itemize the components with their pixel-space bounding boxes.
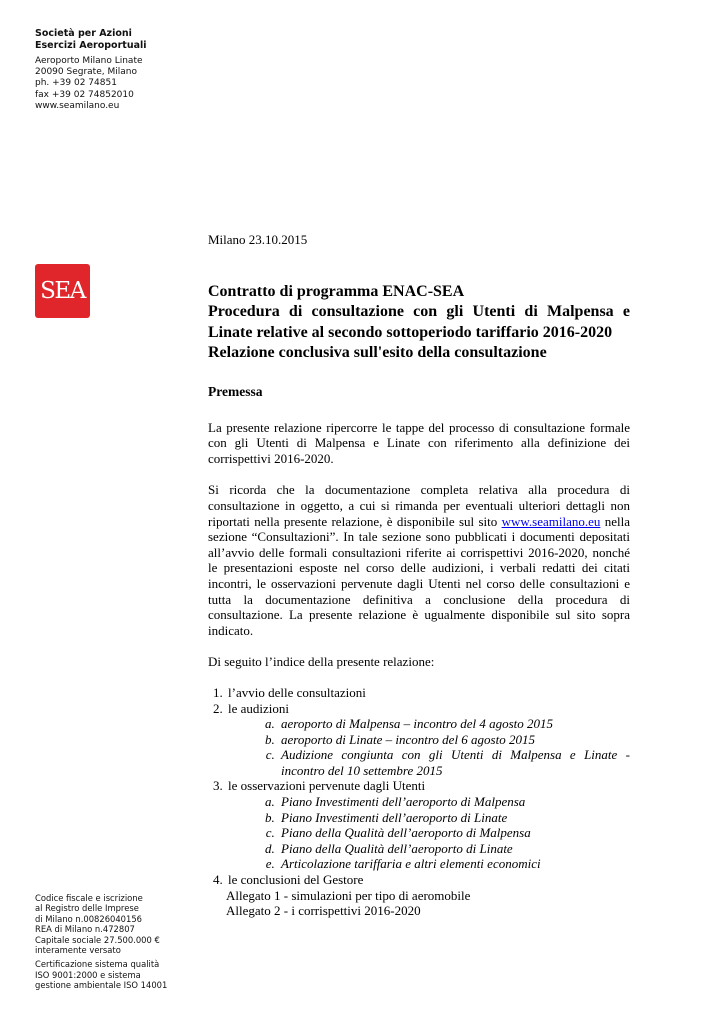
index-sublist bbox=[228, 716, 630, 778]
sea-logo bbox=[35, 264, 90, 318]
title-line-2: Procedura di consultazione con gli Utenti di Malpensa e Linate relative al secondo sottoperiodo tariffario 2016-2020 bbox=[208, 303, 630, 341]
company-name-line1: Società per Azioni bbox=[35, 28, 132, 39]
document-title bbox=[208, 282, 630, 364]
index-item-label: l’avvio delle consultazioni bbox=[228, 684, 366, 700]
index-item bbox=[226, 701, 630, 779]
legal-line: interamente versato bbox=[35, 945, 121, 956]
paragraph-text: Si ricorda che la documentazione completa relativa alla procedura di consultazione in oggetto, a cui si rimanda per eventuali ulteriori dettagli non riportati nella presente relazione, è disponibile sul sito bbox=[208, 482, 630, 529]
index-item bbox=[226, 685, 630, 701]
logo-text: SEA bbox=[40, 278, 85, 304]
annex-item: Allegato 2 - i corrispettivi 2016-2020 bbox=[226, 903, 421, 919]
paragraph-index-intro: Di seguito l’indice della presente relazione: bbox=[208, 654, 435, 670]
index-item-label: le audizioni bbox=[228, 700, 290, 716]
index-subitem: c. Audizione congiunta con gli Utenti di Malpensa e Linate - incontro del 10 settembre 2015 bbox=[278, 747, 630, 778]
legal-line: Capitale sociale 27.500.000 € bbox=[35, 934, 160, 945]
paragraph-text: nella sezione “Consultazioni”. In tale sezione sono pubblicati i documenti depositati all’avvio delle formali consultazioni riferite ai corrispettivi 2016-2020, nonché le presentazioni esposte nel corso delle audizioni, i verbali redatti dei citati incontri, le osservazioni pervenute dagli Utenti nel corso delle consultazioni e tutta la documentazione definitiva a conclusione della procedura di consultazione. La presente relazione è ugualmente disponibile sul sito sopra indicato. bbox=[208, 513, 630, 638]
phone-line: ph. +39 02 74851 bbox=[35, 78, 117, 89]
legal-line: gestione ambientale ISO 14001 bbox=[35, 980, 168, 991]
index-subitem: c. Piano della Qualità dell’aeroporto di Malpensa bbox=[278, 825, 630, 841]
address-line: 20090 Segrate, Milano bbox=[35, 67, 137, 78]
index-subitem: a. aeroporto di Malpensa – incontro del 4 agosto 2015 bbox=[278, 716, 630, 732]
index-item-label: le osservazioni pervenute dagli Utenti bbox=[228, 778, 426, 794]
fax-line: fax +39 02 74852010 bbox=[35, 89, 134, 100]
company-header bbox=[35, 28, 147, 112]
company-name-line2: Esercizi Aeroportuali bbox=[35, 40, 147, 51]
legal-block-registration bbox=[35, 893, 167, 955]
title-line-3: Relazione conclusiva sull'esito della consultazione bbox=[208, 344, 547, 362]
document-body bbox=[208, 232, 630, 919]
legal-line: ISO 9001:2000 e sistema bbox=[35, 969, 141, 980]
index-subitem: b. aeroporto di Linate – incontro del 6 agosto 2015 bbox=[278, 732, 630, 748]
website-link[interactable]: www.seamilano.eu bbox=[501, 513, 601, 529]
legal-line: REA di Milano n.472807 bbox=[35, 924, 135, 935]
index-sublist bbox=[228, 794, 630, 872]
company-address bbox=[35, 56, 147, 112]
legal-line: Certificazione sistema qualità bbox=[35, 959, 160, 970]
annex-item: Allegato 1 - simulazioni per tipo di aeromobile bbox=[226, 887, 471, 903]
document-date: Milano 23.10.2015 bbox=[208, 232, 308, 247]
legal-line: di Milano n.00826040156 bbox=[35, 913, 142, 924]
legal-line: al Registro delle Imprese bbox=[35, 903, 139, 914]
index-item bbox=[226, 778, 630, 872]
address-line: Aeroporto Milano Linate bbox=[35, 56, 143, 66]
annex-list bbox=[226, 888, 630, 919]
paragraph-documentation bbox=[208, 482, 630, 638]
index-item-label: le conclusioni del Gestore bbox=[228, 872, 364, 888]
title-line-1: Contratto di programma ENAC-SEA bbox=[208, 282, 465, 300]
index-subitem: d. Piano della Qualità dell’aeroporto di Linate bbox=[278, 841, 630, 857]
company-legal-footer bbox=[35, 893, 167, 991]
website-line: www.seamilano.eu bbox=[35, 100, 120, 111]
index-list bbox=[208, 685, 630, 888]
index-item bbox=[226, 872, 630, 888]
paragraph-intro: La presente relazione ripercorre le tappe del processo di consultazione formale con gli Utenti di Malpensa e Linate con riferimento alla definizione dei corrispettivi 2016-2020. bbox=[208, 419, 630, 466]
legal-block-certification bbox=[35, 959, 167, 990]
section-heading-premessa: Premessa bbox=[208, 383, 263, 399]
index-subitem: a. Piano Investimenti dell’aeroporto di Malpensa bbox=[278, 794, 630, 810]
index-subitem: e. Articolazione tariffaria e altri elementi economici bbox=[278, 856, 630, 872]
legal-line: Codice fiscale e iscrizione bbox=[35, 893, 143, 903]
index-subitem: b. Piano Investimenti dell’aeroporto di Linate bbox=[278, 810, 630, 826]
